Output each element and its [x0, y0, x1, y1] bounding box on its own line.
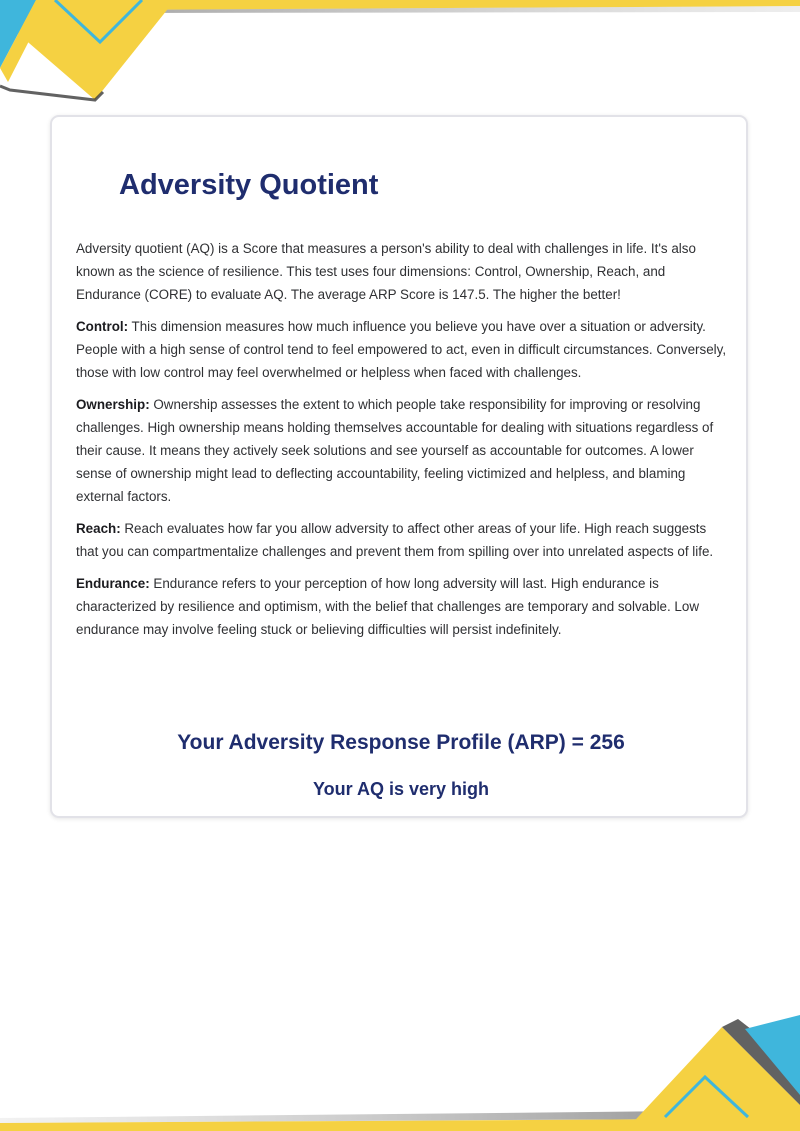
content-card	[50, 115, 748, 818]
control-label: Control:	[76, 319, 129, 334]
endurance-paragraph	[76, 572, 728, 641]
endurance-label: Endurance:	[76, 576, 150, 591]
ownership-paragraph	[76, 393, 728, 508]
reach-text: Reach evaluates how far you allow adversity to affect other areas of your life. High reach suggests that you can compartmentalize challenges and prevent them from spilling over into unrelated aspects of life.	[76, 521, 714, 559]
control-text: This dimension measures how much influence you believe you have over a situation or adversity. People with a high sense of control tend to feel empowered to act, even in difficult circumstances. Conversely, those with low control may feel overwhelmed or helpless when faced with challenges.	[76, 319, 727, 380]
aq-level-heading: Your AQ is very high	[312, 779, 490, 799]
intro-paragraph: Adversity quotient (AQ) is a Score that measures a person's ability to deal with challenges in life. It's also known as the science of resilience. This test uses four dimensions: Control, Ownership, Reach, and Endurance (CORE) to evaluate AQ. The average ARP Score is 147.5. The higher the better!	[76, 241, 696, 302]
description-body	[76, 237, 728, 650]
arp-score-heading: Your Adversity Response Profile (ARP) = 256	[177, 731, 625, 754]
endurance-text: Endurance refers to your perception of how long adversity will last. High endurance is characterized by resilience and optimism, with the belief that challenges are temporary and solvable. Low endurance may involve feeling stuck or believing difficulties will persist indefinitely.	[76, 576, 699, 637]
bottom-corner-decoration	[0, 1015, 800, 1131]
reach-label: Reach:	[76, 521, 121, 536]
control-paragraph	[76, 315, 728, 384]
top-corner-decoration	[0, 0, 800, 110]
reach-paragraph	[76, 517, 728, 563]
ownership-text: Ownership assesses the extent to which people take responsibility for improving or resolving challenges. High ownership means holding themselves accountable for dealing with situations regardless of their cause. It means they actively seek solutions and see yourself as accountable for outcomes. A lower sense of ownership might lead to deflecting accountability, feeling victimized and helpless, and blaming external factors.	[76, 397, 714, 504]
ownership-label: Ownership:	[76, 397, 150, 412]
page-title: Adversity Quotient	[119, 169, 379, 201]
